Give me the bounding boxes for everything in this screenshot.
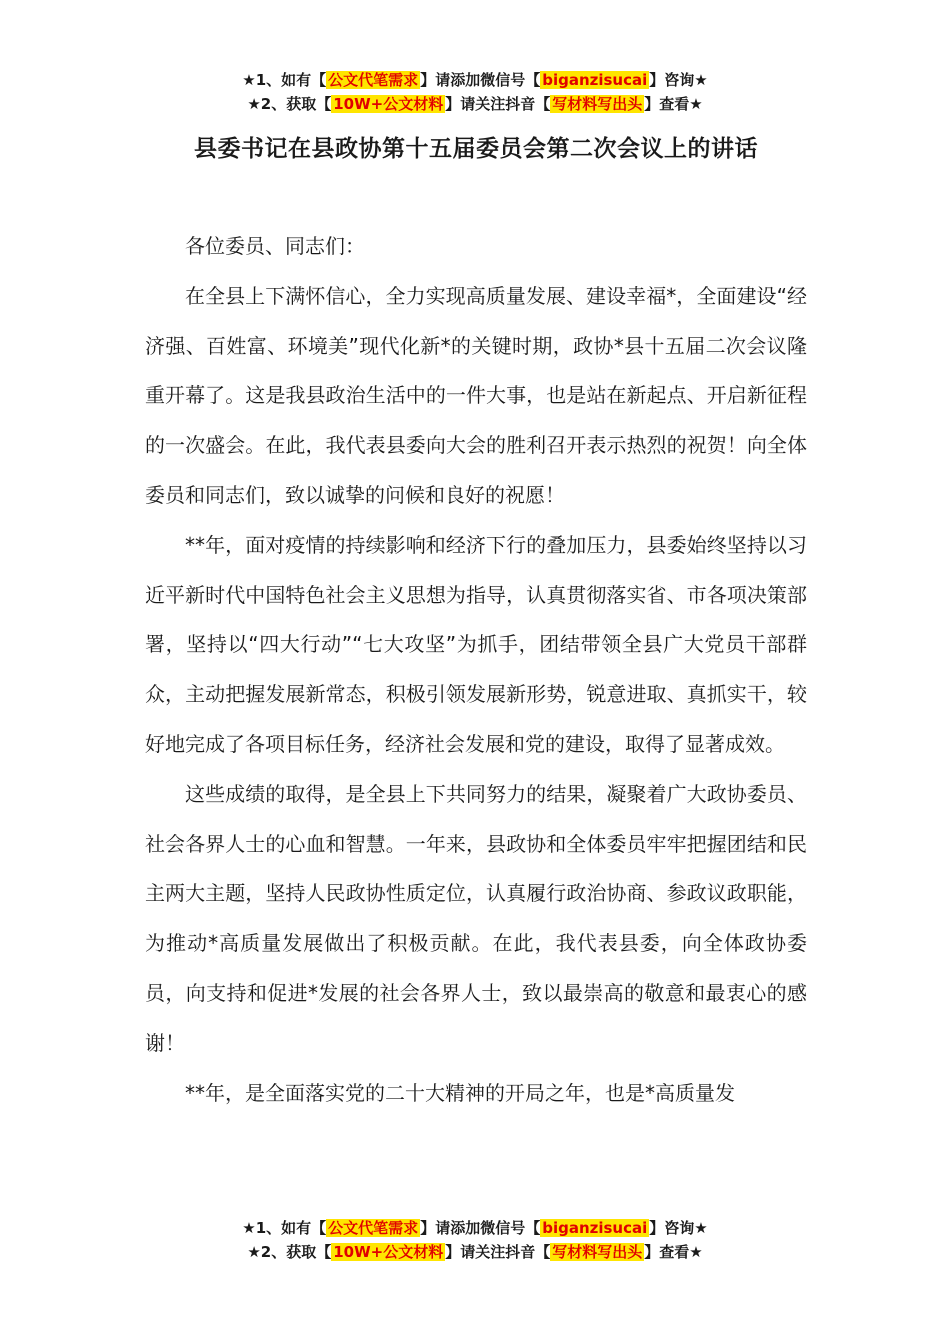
paragraph: **年，是全面落实党的二十大精神的开局之年，也是*高质量发 xyxy=(185,1080,735,1105)
highlight-douyin-account: 写材料写出头 xyxy=(552,95,643,113)
highlight-douyin-account: 写材料写出头 xyxy=(552,1243,643,1261)
paragraph: 在全县上下满怀信心，全力实现高质量发展、建设幸福*，全面建设“经济强、百姓富、环境美”现代化新*的关键时期，政协*县十五届二次会议隆重开幕了。这是我县政治生活中的一件大事，也是站在新起点、开启新征程的一次盛会。在此，我代表县委向大会的胜利召开表示热烈的祝贺！向全体委员和同志们，致以诚挚的问候和良好的祝愿！ xyxy=(145,283,807,507)
paragraph: 这些成绩的取得，是全县上下共同努力的结果，凝聚着广大政协委员、社会各界人士的心血和智慧。一年来，县政协和全体委员牢牢把握团结和民主两大主题，坚持人民政协性质定位，认真履行政治协商、参政议政职能，为推动*高质量发展做出了积极贡献。在此，我代表县委，向全体政协委员，向支持和促进*发展的社会各界人士，致以最崇高的敬意和最衷心的感谢！ xyxy=(145,781,807,1055)
document-title: 县委书记在县政协第十五届委员会第二次会议上的讲话 xyxy=(194,136,758,162)
banner-line-1: ★1、如有【 公文代笔需求 】请添加微信号【 biganzisucai 】咨询★ xyxy=(242,71,708,89)
highlight-ghostwriting: 公文代笔需求 xyxy=(328,1219,419,1237)
highlight-wechat-id: biganzisucai xyxy=(542,71,648,89)
banner-line-2: ★2、获取【 10W+公文材料 】请关注抖音【 写材料写出头 】查看★ xyxy=(247,1243,703,1261)
salutation: 各位委员、同志们： xyxy=(185,234,365,258)
highlight-materials: 10W+公文材料 xyxy=(333,1243,444,1261)
banner-line-2: ★2、获取【 10W+公文材料 】请关注抖音【 写材料写出头 】查看★ xyxy=(247,95,703,113)
highlight-wechat-id: biganzisucai xyxy=(542,1219,648,1237)
banner-line-1: ★1、如有【 公文代笔需求 】请添加微信号【 biganzisucai 】咨询★ xyxy=(242,1219,708,1237)
header-banner xyxy=(0,68,950,116)
paragraph: **年，面对疫情的持续影响和经济下行的叠加压力，县委始终坚持以习近平新时代中国特色社会主义思想为指导，认真贯彻落实省、市各项决策部署，坚持以“四大行动”“七大攻坚”为抓手，团结带领全县广大党员干部群众，主动把握发展新常态，积极引领发展新形势，锐意进取、真抓实干，较好地完成了各项目标任务，经济社会发展和党的建设，取得了显著成效。 xyxy=(145,532,807,756)
highlight-ghostwriting: 公文代笔需求 xyxy=(328,71,419,89)
highlight-materials: 10W+公文材料 xyxy=(333,95,444,113)
document-body xyxy=(145,222,807,1118)
footer-banner xyxy=(0,1216,950,1264)
